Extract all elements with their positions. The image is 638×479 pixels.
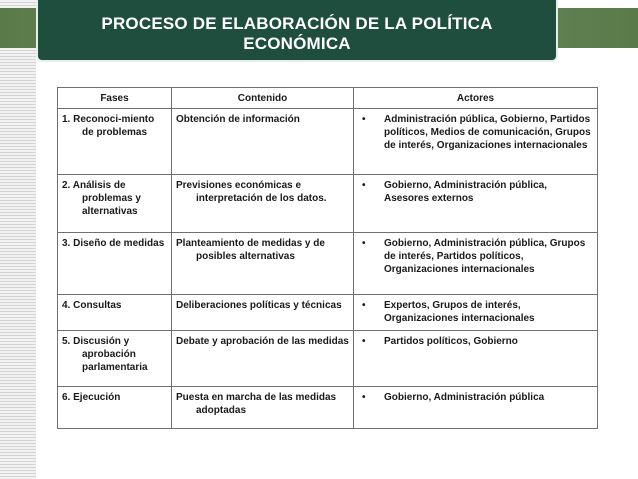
cell-contenido: Debate y aprobación de las medidas — [172, 331, 354, 387]
cell-contenido: Planteamiento de medidas y de posibles alternativas — [172, 233, 354, 295]
table-row — [58, 109, 598, 175]
table-header-row — [58, 88, 598, 109]
actores-text: Gobierno, Administración pública, Grupos de interés, Partidos políticos, Organizaciones internacionales — [384, 238, 586, 275]
bullet-icon: • — [362, 180, 366, 191]
table-row — [58, 331, 598, 387]
cell-contenido: Deliberaciones políticas y técnicas — [172, 295, 354, 331]
cell-fase: 5. Discusión y aprobación parlamentaria — [58, 331, 172, 387]
table-row — [58, 295, 598, 331]
slide-title — [36, 0, 558, 62]
actores-text: Partidos políticos, Gobierno — [384, 336, 518, 347]
bullet-icon: • — [362, 336, 366, 347]
cell-fase: 2. Análisis de problemas y alternativas — [58, 175, 172, 233]
cell-fase: 4. Consultas — [58, 295, 172, 331]
phases-table — [57, 87, 598, 429]
cell-actores — [354, 233, 598, 295]
cell-actores — [354, 109, 598, 175]
cell-actores — [354, 387, 598, 429]
bullet-icon: • — [362, 392, 366, 403]
cell-fase: 3. Diseño de medidas — [58, 233, 172, 295]
cell-fase: 6. Ejecución — [58, 387, 172, 429]
slide-title-line2: ECONÓMICA — [243, 34, 351, 53]
slide-title-line1: PROCESO DE ELABORACIÓN DE LA POLÍTICA — [101, 14, 493, 33]
actores-text: Gobierno, Administración pública — [384, 392, 545, 403]
bullet-icon: • — [362, 300, 366, 311]
table-row — [58, 233, 598, 295]
cell-actores — [354, 331, 598, 387]
table-row — [58, 175, 598, 233]
decorative-stripes — [0, 0, 36, 479]
cell-contenido: Obtención de información — [172, 109, 354, 175]
header-contenido: Contenido — [172, 88, 354, 109]
cell-contenido: Previsiones económicas e interpretación de los datos. — [172, 175, 354, 233]
cell-fase: 1. Reconoci-miento de problemas — [58, 109, 172, 175]
actores-text: Expertos, Grupos de interés, Organizaciones internacionales — [384, 300, 535, 324]
bullet-icon: • — [362, 114, 366, 125]
cell-actores — [354, 175, 598, 233]
actores-text: Gobierno, Administración pública, Asesores externos — [384, 180, 547, 204]
cell-actores — [354, 295, 598, 331]
header-fases: Fases — [58, 88, 172, 109]
bullet-icon: • — [362, 238, 366, 249]
actores-text: Administración pública, Gobierno, Partidos políticos, Medios de comunicación, Grupos de interés, Organizaciones internacionales — [384, 114, 591, 151]
header-actores: Actores — [354, 88, 598, 109]
table-row — [58, 387, 598, 429]
cell-contenido: Puesta en marcha de las medidas adoptadas — [172, 387, 354, 429]
